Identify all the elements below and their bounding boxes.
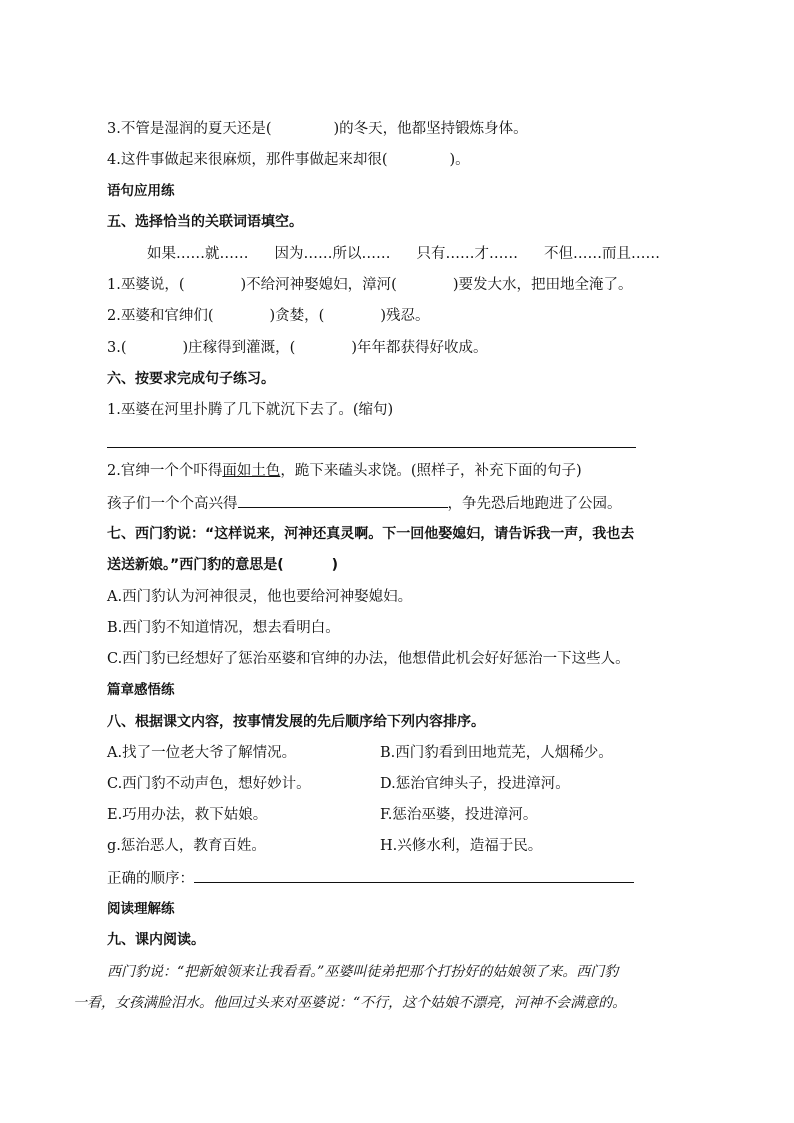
q9-title: 九、课内阅读。 — [107, 932, 205, 948]
q6-item2-fill: 孩子们一个个高兴得 ，争先恐后地跑进了公园。 — [107, 493, 622, 514]
section-heading: 阅读理解练 — [107, 901, 175, 917]
q7-stem-line1: 七、西门豹说：“这样说来，河神还真灵啊。下一回他娶媳妇，请告诉我一声，我也去 — [107, 526, 635, 542]
q8-item: A.找了一位老大爷了解情况。 — [107, 745, 297, 761]
q8-order: 正确的顺序： — [107, 868, 634, 889]
option: 如果……就…… — [147, 246, 249, 262]
order-answer-line[interactable] — [194, 868, 634, 883]
answer-line[interactable] — [107, 447, 636, 448]
q8-item: E.巧用办法，救下姑娘。 — [107, 807, 268, 823]
q4-item4: 4.这件事做起来很麻烦，那件事做起来却很( )。 — [107, 152, 470, 168]
passage-line: 西门豹说：“把新娘领来让我看看。”巫婆叫徒弟把那个打扮好的姑娘领了来。西门豹 — [107, 964, 619, 980]
q5-title: 五、选择恰当的关联词语填空。 — [107, 214, 303, 230]
section-heading: 语句应用练 — [107, 183, 175, 199]
q4-item3: 3.不管是湿润的夏天还是( )的冬天，他都坚持锻炼身体。 — [107, 121, 528, 137]
q8-item: F.惩治巫婆，投进漳河。 — [380, 807, 538, 823]
section-heading: 篇章感悟练 — [107, 682, 175, 698]
passage-line: 一看，女孩满脸泪水。他回过头来对巫婆说：“不行，这个姑娘不漂亮，河神不会满意的。 — [73, 995, 627, 1011]
underlined-phrase: 面如土色 — [222, 463, 281, 479]
q8-item: B.西门豹看到田地荒芜，人烟稀少。 — [380, 745, 613, 761]
q7-option-b: B.西门豹不知道情况，想去看明白。 — [107, 620, 340, 636]
q7-option-c: C.西门豹已经想好了惩治巫婆和官绅的办法，他想借此机会好好惩治一下这些人。 — [107, 651, 630, 667]
q8-item: D.惩治官绅头子，投进漳河。 — [380, 776, 570, 792]
q5-item3: 3.( )庄稼得到灌溉，( )年年都获得好收成。 — [107, 340, 488, 356]
option: 只有……才…… — [416, 246, 518, 262]
option: 不但……而且…… — [544, 246, 660, 262]
q6-title: 六、按要求完成句子练习。 — [107, 371, 275, 387]
fill-blank[interactable] — [238, 493, 448, 508]
q5-item2: 2.巫婆和官绅们( )贪婪，( )残忍。 — [107, 308, 430, 324]
q7-stem-line2: 送送新娘。”西门豹的意思是( ) — [107, 557, 339, 573]
q6-item2: 2.官绅一个个吓得面如土色，跪下来磕头求饶。(照样子，补充下面的句子) — [107, 463, 582, 479]
q8-item: g.惩治恶人，教育百姓。 — [107, 838, 266, 854]
q5-item1: 1.巫婆说，( )不给河神娶媳妇，漳河( )要发大水，把田地全淹了。 — [107, 277, 633, 293]
q8-title: 八、根据课文内容，按事情发展的先后顺序给下列内容排序。 — [107, 714, 485, 730]
q5-options — [147, 244, 660, 264]
q8-item: H.兴修水利，造福于民。 — [380, 838, 543, 854]
q7-option-a: A.西门豹认为河神很灵，他也要给河神娶媳妇。 — [107, 589, 413, 605]
q6-item1: 1.巫婆在河里扑腾了几下就沉下去了。(缩句) — [107, 402, 394, 418]
option: 因为……所以…… — [274, 246, 391, 262]
q8-item: C.西门豹不动声色，想好妙计。 — [107, 776, 311, 792]
